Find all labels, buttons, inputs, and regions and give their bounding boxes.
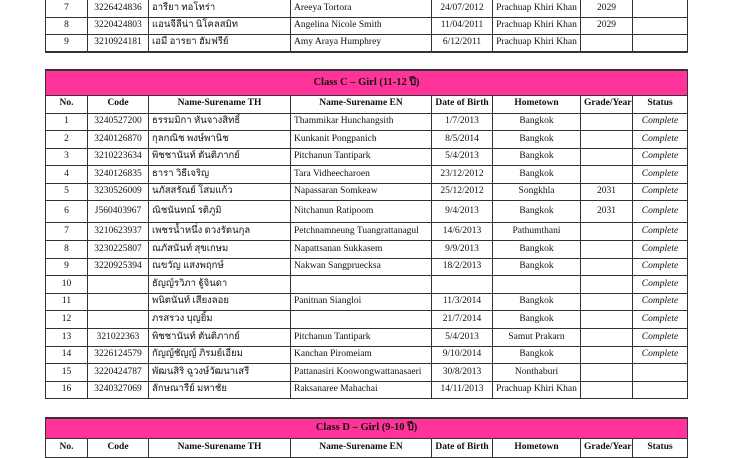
cell-no: 5	[46, 183, 88, 201]
cell-hometown: Bangkok	[493, 258, 581, 276]
cell-code: 3240527200	[88, 113, 149, 131]
cell-status: Complete	[633, 329, 688, 347]
table-row	[46, 131, 688, 149]
cell-no: 9	[46, 258, 88, 276]
cell-name-en	[291, 276, 432, 294]
cell-name-th: พิชชานันท์ ตันติภากย์	[149, 148, 291, 166]
cell-name-th: พิชชานันท์ ตันติภากย์	[149, 329, 291, 347]
cell-code: 3230526009	[88, 183, 149, 201]
col-header-no: No.	[46, 95, 88, 113]
cell-hometown: Prachuap Khiri Khan	[493, 0, 581, 17]
cell-no: 3	[46, 148, 88, 166]
cell-name-th: ณภัสนันท์ สุขเกษม	[149, 241, 291, 259]
cell-name-th: แอนจีลีน่า นิโคลสมิท	[149, 17, 291, 35]
cell-grade-year	[581, 329, 633, 347]
cell-grade-year	[581, 364, 633, 382]
cell-no: 7	[46, 223, 88, 241]
cell-name-en: Amy Araya Humphrey	[291, 35, 432, 53]
col-header-dob: Date of Birth	[432, 438, 493, 457]
cell-no: 15	[46, 364, 88, 382]
cell-name-en: Kunkanit Pongpanich	[291, 131, 432, 149]
cell-status	[633, 17, 688, 35]
table-row	[46, 329, 688, 347]
cell-code	[88, 311, 149, 329]
cell-dob: 11/04/2011	[432, 17, 493, 35]
cell-name-th: อารียา ทอโทร่า	[149, 0, 291, 17]
cell-name-th: ภรสรวง บุญยิ้ม	[149, 311, 291, 329]
cell-name-th: ธารา วิธีเจริญ	[149, 166, 291, 184]
cell-status	[633, 0, 688, 17]
table-row	[46, 258, 688, 276]
cell-name-th: กัญญ์ชัญญ์ ภิรมย์เอี่ยม	[149, 346, 291, 364]
cell-code: 321022363	[88, 329, 149, 347]
col-header-name-th: Name-Surename TH	[149, 438, 291, 457]
col-header-no: No.	[46, 438, 88, 457]
cell-hometown: Bangkok	[493, 346, 581, 364]
cell-dob: 9/4/2013	[432, 201, 493, 223]
col-header-grade-year: Grade/Year	[581, 438, 633, 457]
cell-no: 14	[46, 346, 88, 364]
cell-dob: 23/12/2012	[432, 166, 493, 184]
col-header-hometown: Hometown	[493, 438, 581, 457]
cell-status: Complete	[633, 258, 688, 276]
cell-hometown: Bangkok	[493, 311, 581, 329]
cell-code: 3220424787	[88, 364, 149, 382]
table-row	[46, 223, 688, 241]
col-header-code: Code	[88, 95, 149, 113]
cell-grade-year	[581, 258, 633, 276]
cell-no: 11	[46, 293, 88, 311]
cell-grade-year: 2031	[581, 201, 633, 223]
cell-dob: 21/7/2014	[432, 311, 493, 329]
cell-no: 1	[46, 113, 88, 131]
cell-dob: 6/12/2011	[432, 35, 493, 53]
col-header-name-en: Name-Surename EN	[291, 438, 432, 457]
cell-name-en	[291, 311, 432, 329]
cell-name-th: ณิชนันทณ์ รติภูมิ	[149, 201, 291, 223]
cell-name-th: ธรรมมิกา หันจางสิทธิ์	[149, 113, 291, 131]
cell-code: 3210223634	[88, 148, 149, 166]
cell-no: 16	[46, 381, 88, 399]
class-c-table	[45, 69, 688, 399]
cell-hometown: Bangkok	[493, 201, 581, 223]
cell-code: 3240126870	[88, 131, 149, 149]
cell-status: Complete	[633, 148, 688, 166]
col-header-hometown: Hometown	[493, 95, 581, 113]
cell-name-en: Nitchanun Ratipoom	[291, 201, 432, 223]
table-row	[46, 166, 688, 184]
cell-grade-year	[581, 223, 633, 241]
cell-dob: 24/07/2012	[432, 0, 493, 17]
cell-no: 2	[46, 131, 88, 149]
cell-dob: 25/12/2012	[432, 183, 493, 201]
table-row	[46, 381, 688, 399]
class-d-table	[45, 417, 688, 458]
cell-no: 8	[46, 241, 88, 259]
cell-dob: 11/3/2014	[432, 293, 493, 311]
cell-code	[88, 293, 149, 311]
cell-no: 7	[46, 0, 88, 17]
cell-name-en: Pattanasiri Koowongwattanasaeri	[291, 364, 432, 382]
cell-name-en: Pitchanun Tantipark	[291, 148, 432, 166]
cell-name-en: Tara Vidheecharoen	[291, 166, 432, 184]
cell-name-en: Napattsanan Sukkasem	[291, 241, 432, 259]
cell-hometown: Prachuap Khiri Khan	[493, 381, 581, 399]
table-row	[46, 293, 688, 311]
cell-grade-year: 2029	[581, 17, 633, 35]
col-header-name-th: Name-Surename TH	[149, 95, 291, 113]
cell-status: Complete	[633, 293, 688, 311]
col-header-status: Status	[633, 95, 688, 113]
col-header-code: Code	[88, 438, 149, 457]
cell-no: 9	[46, 35, 88, 53]
cell-hometown: Prachuap Khiri Khan	[493, 35, 581, 53]
cell-dob: 8/5/2014	[432, 131, 493, 149]
table-row	[46, 311, 688, 329]
cell-name-th: เอมี่ อารยา ฮัมฟรีย์	[149, 35, 291, 53]
col-header-grade-year: Grade/Year	[581, 95, 633, 113]
cell-name-en: Napassaran Somkeaw	[291, 183, 432, 201]
table-row	[46, 276, 688, 294]
cell-hometown: Nonthaburi	[493, 364, 581, 382]
cell-status: Complete	[633, 346, 688, 364]
cell-grade-year: 2031	[581, 183, 633, 201]
cell-code: 3240327069	[88, 381, 149, 399]
col-header-dob: Date of Birth	[432, 95, 493, 113]
table-row	[46, 113, 688, 131]
cell-dob: 5/4/2013	[432, 329, 493, 347]
cell-status: Complete	[633, 183, 688, 201]
col-header-status: Status	[633, 438, 688, 457]
cell-no: 8	[46, 17, 88, 35]
cell-grade-year	[581, 113, 633, 131]
table-row	[46, 241, 688, 259]
cell-code: 3226124579	[88, 346, 149, 364]
class-c-title-bar	[46, 70, 688, 95]
cell-code: 3220925394	[88, 258, 149, 276]
cell-hometown: Bangkok	[493, 148, 581, 166]
cell-no: 6	[46, 201, 88, 223]
class-d-header-row	[46, 438, 688, 457]
class-c-header-row	[46, 95, 688, 113]
cell-name-th: พัฒนสิริ ฉูวงษ์วัฒนาเสรี	[149, 364, 291, 382]
cell-dob	[432, 276, 493, 294]
cell-status	[633, 364, 688, 382]
cell-dob: 5/4/2013	[432, 148, 493, 166]
cell-code: 3210623937	[88, 223, 149, 241]
cell-hometown: Pathumthani	[493, 223, 581, 241]
cell-no: 4	[46, 166, 88, 184]
cell-name-en: Pitchanun Tantipark	[291, 329, 432, 347]
cell-code: 3226424836	[88, 0, 149, 17]
cell-hometown: Songkhla	[493, 183, 581, 201]
cell-dob: 30/8/2013	[432, 364, 493, 382]
cell-no: 12	[46, 311, 88, 329]
cell-dob: 14/11/2013	[432, 381, 493, 399]
cell-name-en: Angelina Nicole Smith	[291, 17, 432, 35]
cell-status: Complete	[633, 166, 688, 184]
cell-no: 10	[46, 276, 88, 294]
previous-class-table	[45, 0, 688, 53]
table-row	[46, 364, 688, 382]
table-row	[46, 148, 688, 166]
table-row	[46, 35, 688, 53]
cell-code: J560403967	[88, 201, 149, 223]
table-row	[46, 346, 688, 364]
cell-code: 3240126835	[88, 166, 149, 184]
cell-status: Complete	[633, 311, 688, 329]
table-row	[46, 17, 688, 35]
table-row	[46, 183, 688, 201]
cell-grade-year	[581, 148, 633, 166]
cell-status: Complete	[633, 113, 688, 131]
cell-hometown: Bangkok	[493, 131, 581, 149]
cell-dob: 1/7/2013	[432, 113, 493, 131]
cell-name-th: ธัญญ์รวิภา ฐู้จินดา	[149, 276, 291, 294]
cell-status: Complete	[633, 241, 688, 259]
cell-code: 3210924181	[88, 35, 149, 53]
cell-grade-year: 2029	[581, 0, 633, 17]
cell-name-en: Petchnamneung Tuangrattanagul	[291, 223, 432, 241]
cell-grade-year	[581, 241, 633, 259]
cell-name-en: Panitnan Siangloi	[291, 293, 432, 311]
cell-hometown: Bangkok	[493, 293, 581, 311]
class-d-title: Class D – Girl (9-10 ปี)	[46, 418, 688, 438]
cell-no: 13	[46, 329, 88, 347]
cell-name-th: เพชรน้ำหนึ่ง ดวงรัตนกุล	[149, 223, 291, 241]
table-row	[46, 201, 688, 223]
cell-hometown: Bangkok	[493, 241, 581, 259]
cell-grade-year	[581, 276, 633, 294]
cell-name-th: พนิตนันท์ เสียงลอย	[149, 293, 291, 311]
class-c-title: Class C – Girl (11-12 ปี)	[46, 70, 688, 95]
col-header-name-en: Name-Surename EN	[291, 95, 432, 113]
cell-hometown: Bangkok	[493, 166, 581, 184]
cell-dob: 14/6/2013	[432, 223, 493, 241]
table-row	[46, 0, 688, 17]
cell-hometown: Samut Prakarn	[493, 329, 581, 347]
cell-name-th: กุลกณิช พงษ์พานิช	[149, 131, 291, 149]
cell-name-th: ลักษณารีย์ มหาชัย	[149, 381, 291, 399]
class-d-title-bar	[46, 418, 688, 438]
cell-status	[633, 35, 688, 53]
cell-grade-year	[581, 311, 633, 329]
cell-hometown	[493, 276, 581, 294]
cell-grade-year	[581, 381, 633, 399]
cell-dob: 9/10/2014	[432, 346, 493, 364]
cell-name-en: Nakwan Sangpruecksa	[291, 258, 432, 276]
cell-grade-year	[581, 346, 633, 364]
cell-hometown: Bangkok	[493, 113, 581, 131]
cell-name-en: Kanchan Piromeiam	[291, 346, 432, 364]
cell-status: Complete	[633, 131, 688, 149]
cell-code: 3230225807	[88, 241, 149, 259]
cell-grade-year	[581, 293, 633, 311]
cell-grade-year	[581, 35, 633, 53]
cell-status: Complete	[633, 276, 688, 294]
cell-status: Complete	[633, 223, 688, 241]
cell-status	[633, 381, 688, 399]
cell-name-th: นภัสสรัณย์ โสมแก้ว	[149, 183, 291, 201]
cell-dob: 18/2/2013	[432, 258, 493, 276]
cell-name-th: ณขวัญ แสงพฤกษ์	[149, 258, 291, 276]
cell-code: 3220424803	[88, 17, 149, 35]
cell-grade-year	[581, 131, 633, 149]
cell-grade-year	[581, 166, 633, 184]
cell-name-en: Areeya Tortora	[291, 0, 432, 17]
cell-code	[88, 276, 149, 294]
cell-hometown: Prachuap Khiri Khan	[493, 17, 581, 35]
cell-dob: 9/9/2013	[432, 241, 493, 259]
cell-name-en: Thammikar Hunchangsith	[291, 113, 432, 131]
cell-status: Complete	[633, 201, 688, 223]
cell-name-en: Raksanaree Mahachai	[291, 381, 432, 399]
